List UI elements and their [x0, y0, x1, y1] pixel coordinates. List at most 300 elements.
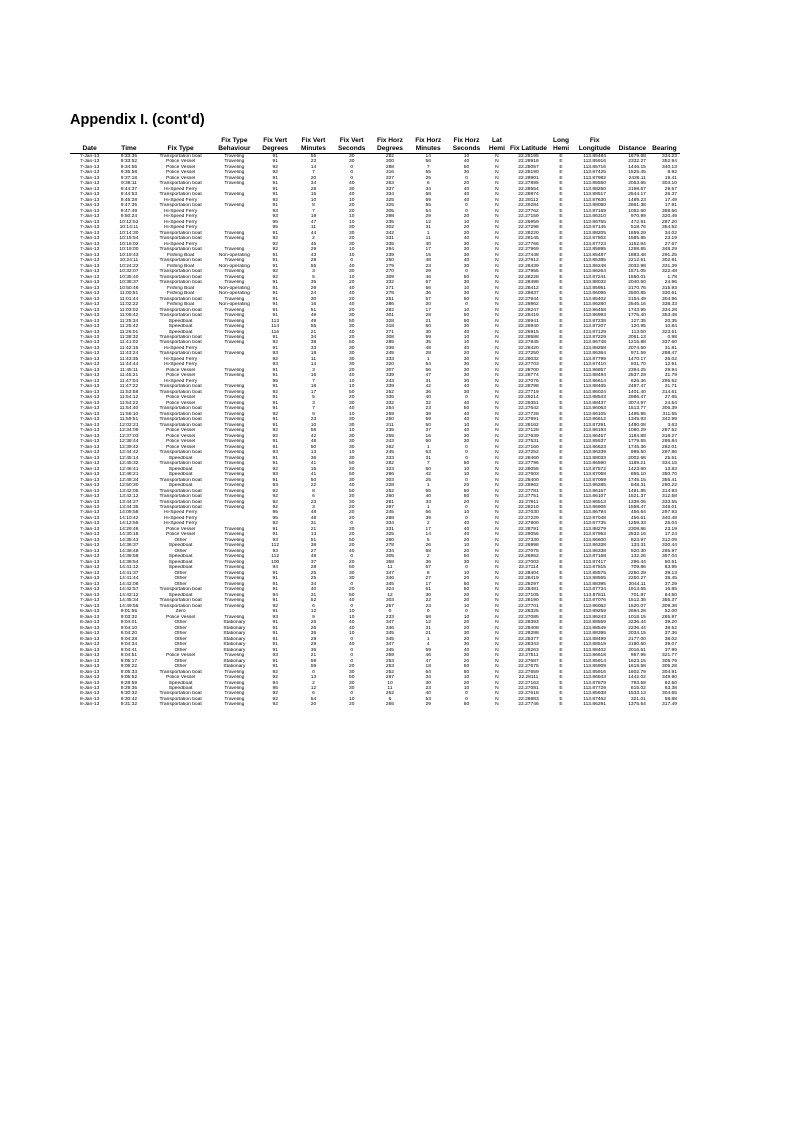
table-cell: 30	[348, 576, 355, 582]
table-cell: 1521.37	[628, 494, 646, 500]
table-cell: 14:42:06	[119, 581, 139, 587]
table-cell: 10	[463, 543, 470, 549]
table-cell: 302.81	[662, 258, 677, 264]
table-cell: E	[559, 214, 563, 220]
table-cell: 22.28162	[518, 422, 539, 428]
table-cell: 334.15	[662, 461, 677, 467]
table-cell: E	[559, 313, 563, 319]
table-cell: 0	[350, 603, 354, 609]
table-cell: 30	[348, 570, 355, 576]
table-cell: Police Vessel	[166, 675, 196, 681]
table-cell: 7-Jan-13	[79, 472, 100, 478]
table-cell: E	[559, 181, 563, 187]
table-cell: 278	[385, 543, 395, 549]
table-cell: 40	[348, 406, 355, 412]
table-cell: 0	[350, 175, 354, 181]
table-cell: 16	[310, 302, 317, 308]
table-cell: 91	[272, 175, 278, 181]
table-cell: 14:10:42	[119, 515, 139, 521]
table-cell: 14:43:12	[119, 592, 139, 598]
table-cell: Traveling	[224, 532, 245, 538]
table-cell: 30	[310, 296, 317, 302]
table-cell: 1345.93	[628, 417, 646, 423]
table-cell: E	[559, 543, 563, 549]
table-cell: 323	[385, 466, 395, 472]
table-cell: 7-Jan-13	[79, 252, 100, 258]
table-cell: 23	[425, 263, 431, 269]
table-cell: 7-Jan-13	[79, 499, 100, 505]
table-cell: Transportation boat	[159, 494, 202, 500]
table-cell: 10	[348, 274, 355, 280]
table-cell: 7-Jan-13	[79, 340, 100, 346]
table-cell: 22.27085	[518, 614, 539, 620]
table-cell: 37	[310, 559, 317, 565]
table-cell: 113.85916	[583, 159, 606, 165]
table-cell: 10	[348, 450, 355, 456]
table-cell: 44	[310, 230, 317, 236]
table-cell: 2394.25	[628, 367, 646, 373]
table-cell: 20	[348, 664, 355, 670]
table-cell: 92	[272, 505, 278, 510]
table-cell: 340.48	[662, 515, 677, 521]
table-cell: N	[495, 543, 499, 549]
table-cell: 22.27076	[518, 378, 539, 384]
table-cell: 20	[463, 636, 470, 642]
table-cell: 40	[463, 159, 470, 165]
table-cell: 1298.85	[628, 247, 646, 253]
table-cell: Police Vessel	[166, 439, 196, 445]
table-cell: 0	[350, 653, 354, 659]
table-cell: 970.99	[630, 214, 646, 220]
table-cell: 10	[348, 252, 355, 258]
table-cell: 701.87	[630, 592, 646, 598]
table-cell: 15	[310, 192, 317, 198]
table-cell: 11:54:40	[119, 406, 139, 412]
table-cell: 355.41	[662, 477, 677, 483]
table-cell: 322.48	[662, 269, 677, 275]
table-cell: 0	[350, 658, 354, 664]
table-cell: 10:12:52	[119, 219, 139, 225]
table-cell: 1489.23	[628, 197, 646, 203]
table-cell: 20	[463, 181, 470, 187]
table-cell: E	[559, 515, 563, 521]
table-cell: 18	[310, 384, 317, 390]
table-cell: 10	[348, 696, 355, 702]
table-cell: Speedboat	[168, 592, 193, 598]
table-cell: 10	[463, 422, 470, 428]
table-cell: 113.86291	[583, 702, 606, 708]
table-cell: Police Vessel	[166, 400, 196, 406]
column-header: Fix Latitude	[508, 135, 548, 154]
table-cell: 22.27944	[518, 296, 539, 302]
table-cell: 20	[463, 548, 470, 554]
table-cell: 22.28325	[518, 609, 539, 615]
table-cell: 12:38:44	[119, 439, 139, 445]
table-cell: Speedboat	[168, 565, 193, 571]
column-header: Fix Horz Minutes	[409, 135, 447, 154]
table-cell: 11:53:58	[119, 389, 139, 395]
table-cell: 10	[463, 219, 470, 225]
table-cell: 14:41:12	[119, 565, 139, 571]
table-cell: 7-Jan-13	[79, 603, 100, 609]
table-cell: 30	[348, 433, 355, 439]
table-cell: 20	[348, 543, 355, 549]
table-cell: 22.27912	[518, 258, 539, 264]
table-cell: 10	[348, 609, 355, 615]
table-cell: E	[559, 302, 563, 308]
table-cell: 7-Jan-13	[79, 428, 100, 434]
table-cell: 20	[348, 702, 355, 708]
table-cell: 2250.27	[628, 576, 646, 582]
table-cell: 50	[463, 554, 470, 560]
table-cell: 30	[463, 653, 470, 659]
table-cell: N	[495, 576, 499, 582]
table-cell: E	[559, 461, 563, 467]
table-cell: 339	[385, 384, 395, 390]
table-cell: 53	[425, 450, 431, 456]
table-cell: 46	[425, 653, 431, 659]
table-cell: 22.27675	[518, 664, 539, 670]
table-cell: Transportation boat	[159, 669, 202, 675]
table-cell: E	[559, 669, 563, 675]
table-cell: 52.00	[664, 609, 677, 615]
table-cell: 30	[463, 247, 470, 253]
table-cell: 342.99	[662, 417, 677, 423]
table-cell: 16	[310, 373, 317, 379]
table-cell: 28	[425, 313, 431, 319]
table-cell: N	[495, 203, 499, 209]
table-cell: 31	[425, 225, 431, 231]
table-cell: N	[495, 417, 499, 423]
table-cell: 0	[350, 691, 354, 697]
table-cell: 245	[385, 450, 395, 456]
table-cell: Other	[174, 636, 187, 642]
table-cell: 2236.44	[628, 625, 646, 631]
table-cell: 0	[465, 269, 468, 275]
table-cell: 113.85487	[583, 252, 606, 258]
table-cell: 50	[425, 439, 431, 445]
table-cell: E	[559, 494, 563, 500]
table-cell: 11	[387, 565, 393, 571]
table-cell: E	[559, 197, 563, 203]
table-cell: Hi-Speed Ferry	[164, 225, 198, 231]
table-cell: 7-Jan-13	[79, 587, 100, 593]
table-cell: E	[559, 351, 563, 357]
table-cell: 92	[272, 499, 278, 505]
table-cell: 2198.67	[628, 186, 646, 192]
table-cell: 22.28700	[518, 367, 539, 373]
table-cell: 6	[426, 181, 430, 187]
table-cell: Traveling	[224, 570, 245, 576]
table-cell: 113.87630	[583, 197, 606, 203]
table-cell: 91	[272, 576, 278, 582]
table-cell: 7-Jan-13	[79, 483, 100, 489]
table-cell: N	[495, 192, 499, 198]
table-cell: 1491.85	[628, 488, 646, 494]
table-cell: 615.02	[630, 685, 646, 691]
table-cell: 12	[310, 609, 317, 615]
table-cell: 20	[348, 559, 355, 565]
table-cell: 22.28220	[518, 230, 539, 236]
table-cell: 15	[425, 252, 431, 258]
table-cell: N	[495, 587, 499, 593]
table-cell: 40	[348, 373, 355, 379]
table-cell: E	[559, 472, 563, 478]
table-cell: 9:05:17	[120, 658, 138, 664]
table-cell: 5	[312, 395, 315, 401]
table-cell: 260	[385, 494, 395, 500]
table-cell: 9:04:41	[120, 647, 138, 653]
table-cell: 113.87229	[583, 334, 606, 340]
page-title: Appendix I. (cont'd)	[70, 112, 205, 128]
table-cell: 30	[463, 559, 470, 565]
table-cell: 7-Jan-13	[79, 258, 100, 264]
table-cell: E	[559, 159, 563, 165]
table-cell: 298.47	[662, 351, 677, 357]
table-cell: E	[559, 521, 563, 527]
table-cell: 91	[272, 598, 278, 604]
table-cell: N	[495, 455, 499, 461]
table-cell: E	[559, 192, 563, 198]
table-cell: 1520.07	[628, 603, 646, 609]
table-cell: 13:42:12	[119, 494, 139, 500]
table-cell: 7-Jan-13	[79, 395, 100, 401]
table-cell: 91	[272, 664, 278, 670]
table-cell: Traveling	[224, 696, 245, 702]
table-cell: 92	[272, 675, 278, 681]
table-cell: 11	[425, 236, 431, 242]
table-cell: 22.27229	[518, 515, 539, 521]
table-cell: Stationary	[223, 625, 246, 631]
table-cell: N	[495, 499, 499, 505]
table-cell: 91	[272, 203, 278, 209]
table-cell: 40	[348, 625, 355, 631]
table-cell: 315.93	[662, 285, 677, 291]
table-cell: E	[559, 241, 563, 247]
table-cell: 286	[385, 302, 395, 308]
table-cell: 1623.15	[628, 658, 646, 664]
table-cell: 1550.01	[628, 274, 646, 280]
table-cell: 113.86264	[583, 269, 606, 275]
table-cell: E	[559, 631, 563, 637]
table-cell: 22.27969	[518, 247, 539, 253]
table-cell: 18	[425, 664, 431, 670]
table-cell: 10:19:00	[119, 247, 139, 253]
table-cell: 20	[310, 175, 317, 181]
table-cell: Transportation boat	[159, 702, 202, 708]
table-cell: 23	[310, 499, 317, 505]
table-cell: 22.27081	[518, 685, 539, 691]
table-cell: Traveling	[224, 472, 245, 478]
table-cell: 8-Jan-13	[79, 653, 100, 659]
table-cell: 287.20	[662, 219, 677, 225]
table-cell: 1883.48	[628, 252, 646, 258]
table-cell: 23.19	[664, 526, 677, 532]
table-cell: Traveling	[224, 455, 245, 461]
table-cell: 253	[385, 658, 395, 664]
table-cell: 2532.16	[628, 532, 646, 538]
table-cell: 7-Jan-13	[79, 488, 100, 494]
table-cell: N	[495, 263, 499, 269]
table-cell: 50	[463, 164, 470, 170]
table-cell: 30	[348, 455, 355, 461]
table-cell: 113.87799	[583, 356, 606, 362]
table-cell: 17	[310, 389, 317, 395]
table-cell: 22.28112	[518, 197, 539, 203]
table-cell: 91	[272, 455, 278, 461]
table-cell: 38.52	[664, 625, 677, 631]
table-cell: E	[559, 603, 563, 609]
table-cell: 9:50:24	[120, 214, 138, 220]
table-cell: 30	[348, 225, 355, 231]
table-cell: 113.87169	[583, 208, 606, 214]
table-cell: 1338.06	[628, 499, 646, 505]
table-cell: 0	[465, 302, 468, 308]
table-cell: 11:06:42	[119, 313, 139, 319]
table-cell: 243	[385, 378, 395, 384]
table-cell: 20	[348, 587, 355, 593]
table-cell: 7-Jan-13	[79, 225, 100, 231]
table-cell: 50	[463, 406, 470, 412]
table-cell: 20	[463, 598, 470, 604]
table-cell: Traveling	[224, 340, 245, 346]
table-cell: 113.87811	[583, 592, 606, 598]
table-cell: 347	[385, 620, 395, 626]
table-cell: Speedboat	[168, 324, 193, 330]
table-cell: 9:03:32	[120, 614, 138, 620]
table-cell: 14:35:43	[119, 537, 139, 543]
table-cell: E	[559, 164, 563, 170]
table-cell: N	[495, 691, 499, 697]
table-cell: 113.88402	[583, 647, 606, 653]
table-cell: 91	[272, 609, 278, 615]
table-cell: 330.44	[662, 543, 677, 549]
table-cell: 11:44:44	[119, 362, 139, 368]
table-cell: 10	[463, 614, 470, 620]
table-cell: E	[559, 466, 563, 472]
table-cell: 16.85	[664, 587, 677, 593]
table-cell: Stationary	[223, 664, 246, 670]
table-cell: 20	[463, 680, 470, 686]
table-cell: E	[559, 230, 563, 236]
table-cell: 113.86052	[583, 603, 606, 609]
vessel-fix-table	[70, 135, 680, 708]
table-cell: 245	[385, 351, 395, 357]
table-cell: 331.39	[662, 263, 677, 269]
table-cell: 10:32:07	[119, 269, 139, 275]
table-cell: 2	[426, 521, 430, 527]
table-cell: 55	[310, 263, 317, 269]
table-cell: 92	[272, 197, 278, 203]
table-cell: 29	[425, 269, 431, 275]
table-cell: 7-Jan-13	[79, 505, 100, 510]
table-cell: 8-Jan-13	[79, 675, 100, 681]
table-cell: E	[559, 598, 563, 604]
table-cell: 30	[463, 439, 470, 445]
table-cell: 93	[272, 548, 278, 554]
table-cell: 59	[425, 197, 431, 203]
table-cell: 331	[385, 236, 395, 242]
table-cell: 93	[272, 614, 278, 620]
table-cell: 1779.55	[628, 439, 646, 445]
table-cell: 47	[425, 658, 431, 664]
table-cell: Speedboat	[168, 543, 193, 549]
table-cell: N	[495, 181, 499, 187]
table-cell: 12:34:09	[119, 428, 139, 434]
table-cell: N	[495, 598, 499, 604]
table-cell: 50	[463, 318, 470, 324]
table-cell: 0	[350, 554, 354, 560]
table-cell: Traveling	[224, 269, 245, 275]
table-cell: 302	[385, 225, 395, 231]
table-cell: 42	[425, 472, 431, 478]
table-cell: Stationary	[223, 631, 246, 637]
table-cell: 113.86338	[583, 543, 606, 549]
table-cell: 278	[385, 291, 395, 297]
table-cell: 17	[425, 247, 431, 253]
table-cell: 92	[272, 241, 278, 247]
table-cell: 52	[310, 598, 317, 604]
table-cell: Traveling	[224, 488, 245, 494]
table-cell: 113.88205	[583, 230, 606, 236]
table-cell: 95	[272, 685, 278, 691]
table-cell: 11:54:22	[119, 400, 139, 406]
table-cell: 29.94	[664, 367, 677, 373]
table-cell: 1745.15	[628, 477, 646, 483]
table-cell: 7	[426, 461, 430, 467]
table-cell: 113.85402	[583, 296, 606, 302]
table-cell: Speedboat	[168, 466, 193, 472]
table-cell: E	[559, 225, 563, 231]
table-cell: E	[559, 186, 563, 192]
table-cell: 31.71	[664, 384, 677, 390]
table-cell: N	[495, 269, 499, 275]
table-cell: 113.86614	[583, 378, 606, 384]
table-cell: 250	[385, 417, 395, 423]
table-cell: 320.49	[662, 214, 677, 220]
table-cell: 91	[272, 581, 278, 587]
table-cell: 113.86105	[583, 411, 606, 417]
table-cell: 10.84	[664, 324, 677, 330]
table-cell: 9:31:32	[120, 702, 138, 708]
table-cell: 0	[350, 521, 354, 527]
table-cell: 11:47:22	[119, 384, 139, 390]
table-cell: 22.28481	[518, 587, 539, 593]
table-cell: E	[559, 389, 563, 395]
table-cell: 91	[272, 154, 278, 159]
table-cell: 30	[348, 444, 355, 450]
table-cell: 297	[385, 675, 395, 681]
table-cell: Non-operating	[218, 291, 250, 297]
table-cell: E	[559, 576, 563, 582]
table-cell: 10	[348, 378, 355, 384]
table-cell: 10	[463, 603, 470, 609]
table-cell: 347	[385, 642, 395, 648]
table-cell: 279	[385, 263, 395, 269]
table-cell: 22.28791	[518, 526, 539, 532]
table-cell: 56	[425, 159, 431, 165]
table-cell: 0	[465, 477, 468, 483]
table-cell: 113.87145	[583, 225, 606, 231]
table-cell: 314.93	[662, 488, 677, 494]
table-cell: 14:36:37	[119, 543, 139, 549]
table-cell: Traveling	[224, 181, 245, 187]
table-cell: 253	[385, 664, 395, 670]
table-cell: 17.91	[664, 203, 677, 209]
table-cell: 22.27751	[518, 494, 539, 500]
table-cell: 325	[385, 203, 395, 209]
table-cell: 971.59	[630, 351, 646, 357]
